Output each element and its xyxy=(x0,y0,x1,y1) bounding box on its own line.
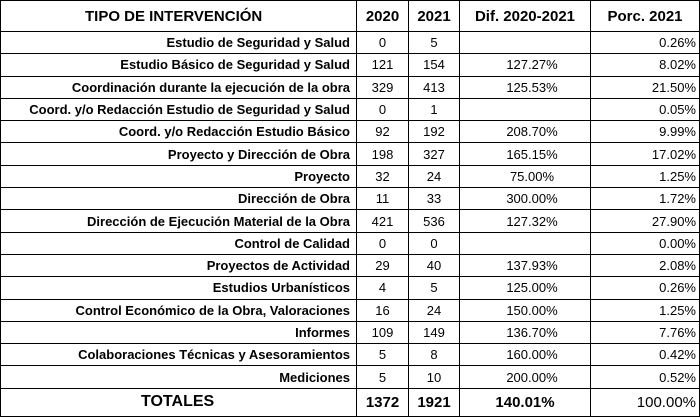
row-porc: 1.25% xyxy=(591,165,700,187)
row-2020: 4 xyxy=(357,277,409,299)
table-row xyxy=(1,32,700,54)
row-dif: 127.32% xyxy=(460,210,591,232)
row-type: Proyectos de Actividad xyxy=(1,254,357,276)
row-porc: 0.26% xyxy=(591,277,700,299)
totals-2021: 1921 xyxy=(409,388,460,416)
table-row xyxy=(1,366,700,388)
row-type: Proyecto y Dirección de Obra xyxy=(1,143,357,165)
row-dif: 125.00% xyxy=(460,277,591,299)
table-body xyxy=(1,32,700,389)
row-2021: 0 xyxy=(409,232,460,254)
row-porc: 2.08% xyxy=(591,254,700,276)
row-type: Coord. y/o Redacción Estudio de Seguridad y Salud xyxy=(1,98,357,120)
row-2020: 0 xyxy=(357,98,409,120)
row-dif: 136.70% xyxy=(460,321,591,343)
row-dif: 300.00% xyxy=(460,188,591,210)
row-dif: 127.27% xyxy=(460,54,591,76)
totals-2020: 1372 xyxy=(357,388,409,416)
row-2021: 149 xyxy=(409,321,460,343)
row-type: Estudios Urbanísticos xyxy=(1,277,357,299)
row-2020: 32 xyxy=(357,165,409,187)
row-2021: 24 xyxy=(409,299,460,321)
row-porc: 21.50% xyxy=(591,76,700,98)
table-row xyxy=(1,299,700,321)
row-2021: 413 xyxy=(409,76,460,98)
row-2020: 5 xyxy=(357,366,409,388)
row-dif xyxy=(460,98,591,120)
table-row xyxy=(1,76,700,98)
table-row xyxy=(1,121,700,143)
row-type: Proyecto xyxy=(1,165,357,187)
row-dif: 165.15% xyxy=(460,143,591,165)
row-type: Coord. y/o Redacción Estudio Básico xyxy=(1,121,357,143)
table-row xyxy=(1,188,700,210)
table-row xyxy=(1,321,700,343)
row-porc: 0.00% xyxy=(591,232,700,254)
row-2021: 154 xyxy=(409,54,460,76)
row-2020: 421 xyxy=(357,210,409,232)
row-porc: 27.90% xyxy=(591,210,700,232)
header-dif: Dif. 2020-2021 xyxy=(460,1,591,32)
row-2020: 0 xyxy=(357,32,409,54)
row-dif: 160.00% xyxy=(460,344,591,366)
table-row xyxy=(1,232,700,254)
table-row xyxy=(1,98,700,120)
table-row xyxy=(1,143,700,165)
row-dif: 208.70% xyxy=(460,121,591,143)
row-type: Mediciones xyxy=(1,366,357,388)
row-2020: 198 xyxy=(357,143,409,165)
row-2020: 5 xyxy=(357,344,409,366)
totals-dif: 140.01% xyxy=(460,388,591,416)
row-type: Coordinación durante la ejecución de la obra xyxy=(1,76,357,98)
row-dif xyxy=(460,32,591,54)
row-2020: 0 xyxy=(357,232,409,254)
row-dif: 75.00% xyxy=(460,165,591,187)
row-porc: 9.99% xyxy=(591,121,700,143)
row-dif: 200.00% xyxy=(460,366,591,388)
row-type: Control de Calidad xyxy=(1,232,357,254)
row-2020: 16 xyxy=(357,299,409,321)
header-row xyxy=(1,1,700,32)
totals-porc: 100.00% xyxy=(591,388,700,416)
row-type: Informes xyxy=(1,321,357,343)
row-2021: 24 xyxy=(409,165,460,187)
totals-row xyxy=(1,388,700,416)
row-dif: 150.00% xyxy=(460,299,591,321)
row-type: Dirección de Obra xyxy=(1,188,357,210)
row-2021: 5 xyxy=(409,32,460,54)
row-porc: 0.05% xyxy=(591,98,700,120)
row-2021: 1 xyxy=(409,98,460,120)
row-type: Control Económico de la Obra, Valoraciones xyxy=(1,299,357,321)
row-dif xyxy=(460,232,591,254)
header-porc: Porc. 2021 xyxy=(591,1,700,32)
row-type: Colaboraciones Técnicas y Asesoramientos xyxy=(1,344,357,366)
table-row xyxy=(1,210,700,232)
header-2021: 2021 xyxy=(409,1,460,32)
row-dif: 137.93% xyxy=(460,254,591,276)
row-type: Dirección de Ejecución Material de la Obra xyxy=(1,210,357,232)
row-porc: 0.26% xyxy=(591,32,700,54)
row-porc: 0.52% xyxy=(591,366,700,388)
table-row xyxy=(1,277,700,299)
row-porc: 7.76% xyxy=(591,321,700,343)
row-dif: 125.53% xyxy=(460,76,591,98)
totals-label: TOTALES xyxy=(1,388,357,416)
row-2020: 121 xyxy=(357,54,409,76)
table-row xyxy=(1,344,700,366)
row-2021: 327 xyxy=(409,143,460,165)
row-2020: 329 xyxy=(357,76,409,98)
row-porc: 8.02% xyxy=(591,54,700,76)
row-porc: 1.25% xyxy=(591,299,700,321)
row-2020: 92 xyxy=(357,121,409,143)
table-row xyxy=(1,54,700,76)
row-porc: 1.72% xyxy=(591,188,700,210)
row-2021: 33 xyxy=(409,188,460,210)
row-2020: 11 xyxy=(357,188,409,210)
header-2020: 2020 xyxy=(357,1,409,32)
row-porc: 0.42% xyxy=(591,344,700,366)
row-2020: 29 xyxy=(357,254,409,276)
row-type: Estudio Básico de Seguridad y Salud xyxy=(1,54,357,76)
row-porc: 17.02% xyxy=(591,143,700,165)
table-row xyxy=(1,165,700,187)
row-type: Estudio de Seguridad y Salud xyxy=(1,32,357,54)
row-2021: 192 xyxy=(409,121,460,143)
row-2020: 109 xyxy=(357,321,409,343)
row-2021: 536 xyxy=(409,210,460,232)
row-2021: 5 xyxy=(409,277,460,299)
row-2021: 10 xyxy=(409,366,460,388)
row-2021: 40 xyxy=(409,254,460,276)
header-type: TIPO DE INTERVENCIÓN xyxy=(1,1,357,32)
row-2021: 8 xyxy=(409,344,460,366)
table-row xyxy=(1,254,700,276)
